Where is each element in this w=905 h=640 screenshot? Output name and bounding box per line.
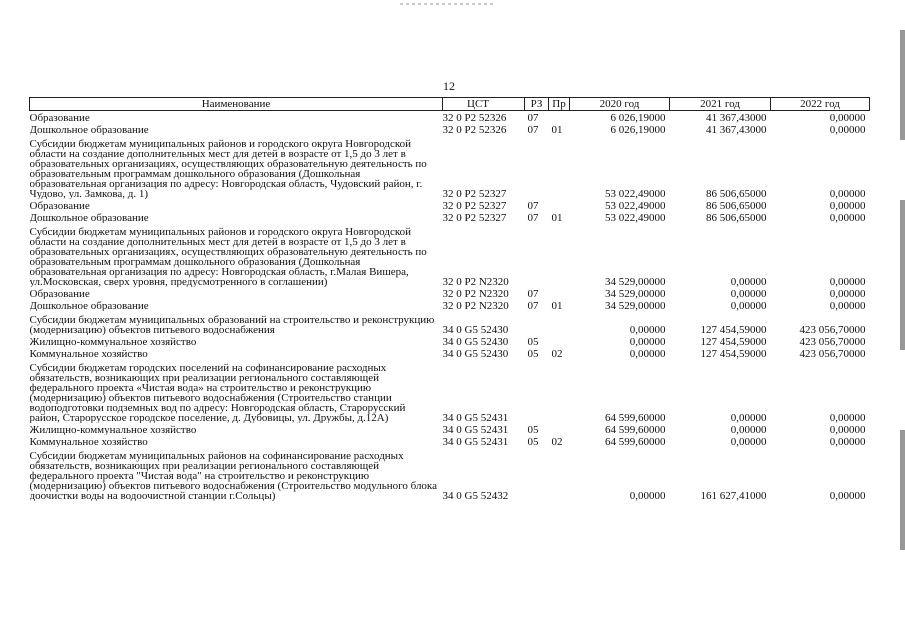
row-2020: 6 026,19000 xyxy=(610,123,666,135)
row-name: Образование xyxy=(29,111,90,123)
row-2021: 0,00000 xyxy=(730,287,767,299)
row-pr: 01 xyxy=(551,123,563,135)
header-2020: 2020 год xyxy=(570,98,670,111)
row-rz xyxy=(525,447,549,501)
row-cst: 34 0 G5 52431 xyxy=(442,423,509,435)
row-2021: 86 506,65000 xyxy=(706,187,767,199)
row-2020: 0,00000 xyxy=(629,347,666,359)
row-rz xyxy=(525,311,549,335)
row-cst: 32 0 P2 52326 xyxy=(442,123,507,135)
row-pr xyxy=(549,423,570,435)
row-2020: 64 599,60000 xyxy=(605,423,666,435)
table-row xyxy=(30,123,870,135)
row-2021: 86 506,65000 xyxy=(706,199,767,211)
row-cst: 32 0 P2 52326 xyxy=(442,111,507,123)
table-row xyxy=(30,359,870,423)
row-2022: 0,00000 xyxy=(829,211,866,223)
row-2020: 0,00000 xyxy=(629,335,666,347)
row-cst: 32 0 P2 N2320 xyxy=(442,287,509,299)
row-2021: 0,00000 xyxy=(730,275,767,287)
scan-edge-shadow xyxy=(900,430,905,550)
row-cst: 34 0 G5 52430 xyxy=(442,323,509,335)
row-cst: 34 0 G5 52431 xyxy=(442,411,509,423)
row-2022: 0,00000 xyxy=(829,435,866,447)
row-2021: 0,00000 xyxy=(730,435,767,447)
row-name: Субсидии бюджетам муниципальных районов и городского округа Новгородской области на создание дополнительных мест для детей в возрасте от 1,5 до 3 лет в образовательных организациях, осуществляющих образовательную деятельность по образовательным программам дошкольного образования (Дошкольная образовательная организация по адресу: Новгородская область, Чудовский район, г. Чудово, ул. Замкова, д. 1) xyxy=(29,137,427,199)
header-cst: ЦСТ xyxy=(443,98,525,111)
row-name: Субсидии бюджетам муниципальных образований на строительство и реконструкцию (модернизацию) объектов питьевого водоснабжения xyxy=(29,313,435,335)
row-2021: 127 454,59000 xyxy=(700,323,767,335)
row-name: Коммунальное хозяйство xyxy=(29,435,148,447)
row-2021: 0,00000 xyxy=(730,423,767,435)
row-2022: 423 056,70000 xyxy=(799,335,866,347)
row-name: Субсидии бюджетам городских поселений на софинансирование расходных обязательств, возникающих при реализации регионального составляющей федерального проекта «Чистая вода» на строительство и реконструкцию (модернизацию) объектов питьевого водоснабжения (Строительство станции водоподготовки подземных вод по адресу: Новгородская область, Старорусский район, Старорусское городское поселение, д. Дубовицы, ул. Дружбы, д.12А) xyxy=(29,361,406,423)
row-name: Образование xyxy=(29,287,90,299)
row-pr: 02 xyxy=(551,347,563,359)
row-name: Жилищно-коммунальное хозяйство xyxy=(29,335,197,347)
row-2022: 0,00000 xyxy=(829,423,866,435)
page-number: 12 xyxy=(443,79,455,93)
row-2022: 0,00000 xyxy=(829,123,866,135)
row-cst: 32 0 P2 52327 xyxy=(442,187,507,199)
row-name: Дошкольное образование xyxy=(29,299,149,311)
row-pr xyxy=(549,335,570,347)
row-2022: 0,00000 xyxy=(829,299,866,311)
budget-table xyxy=(29,97,870,501)
table-row xyxy=(30,211,870,223)
row-cst: 32 0 P2 N2320 xyxy=(442,275,509,287)
header-rz: РЗ xyxy=(525,98,549,111)
budget-table-container xyxy=(29,97,869,501)
row-pr xyxy=(549,359,570,423)
row-name: Субсидии бюджетам муниципальных районов и городского округа Новгородской области на создание дополнительных мест для детей в возрасте от 1,5 до 3 лет в образовательных организациях, осуществляющих образовательную деятельность по образовательным программам дошкольного образования (Дошкольная образовательная организация по адресу: Новгородская область, г.Малая Вишера, ул.Московская, сверх уровня, предусмотренного в соглашении) xyxy=(29,225,427,287)
row-2021: 86 506,65000 xyxy=(706,211,767,223)
row-2022: 423 056,70000 xyxy=(799,323,866,335)
row-name: Жилищно-коммунальное хозяйство xyxy=(29,423,197,435)
row-2021: 127 454,59000 xyxy=(700,335,767,347)
row-2022: 0,00000 xyxy=(829,199,866,211)
row-pr xyxy=(549,223,570,287)
row-2020: 34 529,00000 xyxy=(605,275,666,287)
row-cst: 32 0 P2 52327 xyxy=(442,199,507,211)
row-2020: 53 022,49000 xyxy=(605,187,666,199)
row-rz: 05 xyxy=(527,423,539,435)
row-2021: 0,00000 xyxy=(730,299,767,311)
row-pr xyxy=(549,135,570,199)
table-row xyxy=(30,423,870,435)
row-cst: 32 0 P2 N2320 xyxy=(442,299,509,311)
row-name: Коммунальное хозяйство xyxy=(29,347,148,359)
row-rz: 05 xyxy=(527,347,539,359)
table-row xyxy=(30,335,870,347)
table-row xyxy=(30,287,870,299)
scan-edge-shadow xyxy=(900,30,905,140)
table-header-row xyxy=(30,98,870,111)
row-cst: 32 0 P2 52327 xyxy=(442,211,507,223)
table-row xyxy=(30,311,870,335)
row-2020: 53 022,49000 xyxy=(605,211,666,223)
row-rz xyxy=(525,359,549,423)
row-rz: 07 xyxy=(527,287,539,299)
row-pr xyxy=(549,199,570,211)
row-name: Дошкольное образование xyxy=(29,211,149,223)
scan-artifact xyxy=(400,3,495,5)
row-pr xyxy=(549,311,570,335)
row-2022: 0,00000 xyxy=(829,275,866,287)
table-row xyxy=(30,447,870,501)
row-2022: 0,00000 xyxy=(829,111,866,123)
row-2020: 64 599,60000 xyxy=(605,435,666,447)
row-rz: 07 xyxy=(527,123,539,135)
row-cst: 34 0 G5 52430 xyxy=(442,347,509,359)
row-2020: 0,00000 xyxy=(629,489,666,501)
row-pr: 01 xyxy=(551,299,563,311)
row-2021: 0,00000 xyxy=(730,411,767,423)
table-row xyxy=(30,435,870,447)
row-2021: 161 627,41000 xyxy=(700,489,767,501)
header-name: Наименование xyxy=(30,98,443,111)
row-2020: 0,00000 xyxy=(629,323,666,335)
header-pr: Пр xyxy=(549,98,570,111)
header-2021: 2021 год xyxy=(670,98,771,111)
row-2020: 53 022,49000 xyxy=(605,199,666,211)
row-rz: 07 xyxy=(527,111,539,123)
table-row xyxy=(30,347,870,359)
row-pr: 02 xyxy=(551,435,563,447)
row-2022: 0,00000 xyxy=(829,187,866,199)
row-cst: 34 0 G5 52430 xyxy=(442,335,509,347)
row-2022: 0,00000 xyxy=(829,287,866,299)
row-2022: 0,00000 xyxy=(829,411,866,423)
row-2021: 127 454,59000 xyxy=(700,347,767,359)
scan-edge-shadow xyxy=(900,200,905,350)
row-rz: 07 xyxy=(527,299,539,311)
row-pr xyxy=(549,111,570,123)
row-2021: 41 367,43000 xyxy=(706,123,767,135)
table-body xyxy=(30,111,870,501)
row-name: Субсидии бюджетам муниципальных районов на софинансирование расходных обязательств, возникающих при реализации регионального составляющей федерального проекта "Чистая вода" на строительство и реконструкцию (модернизацию) объектов питьевого водоснабжения (Строительство модульного блока доочистки воды на водоочистной станции г.Сольцы) xyxy=(29,449,437,501)
table-row xyxy=(30,135,870,199)
row-pr xyxy=(549,287,570,299)
row-rz: 05 xyxy=(527,435,539,447)
table-row xyxy=(30,223,870,287)
row-2020: 64 599,60000 xyxy=(605,411,666,423)
row-2020: 6 026,19000 xyxy=(610,111,666,123)
row-2020: 34 529,00000 xyxy=(605,299,666,311)
row-pr xyxy=(549,447,570,501)
row-2020: 34 529,00000 xyxy=(605,287,666,299)
row-name: Образование xyxy=(29,199,90,211)
row-2022: 423 056,70000 xyxy=(799,347,866,359)
table-row xyxy=(30,111,870,123)
row-name: Дошкольное образование xyxy=(29,123,149,135)
table-row xyxy=(30,199,870,211)
row-rz: 07 xyxy=(527,211,539,223)
row-pr: 01 xyxy=(551,211,563,223)
row-2022: 0,00000 xyxy=(829,489,866,501)
row-cst: 34 0 G5 52431 xyxy=(442,435,509,447)
header-2022: 2022 год xyxy=(771,98,870,111)
row-2021: 41 367,43000 xyxy=(706,111,767,123)
row-rz xyxy=(525,223,549,287)
row-rz: 05 xyxy=(527,335,539,347)
row-cst: 34 0 G5 52432 xyxy=(442,489,509,501)
row-rz: 07 xyxy=(527,199,539,211)
row-rz xyxy=(525,135,549,199)
table-row xyxy=(30,299,870,311)
